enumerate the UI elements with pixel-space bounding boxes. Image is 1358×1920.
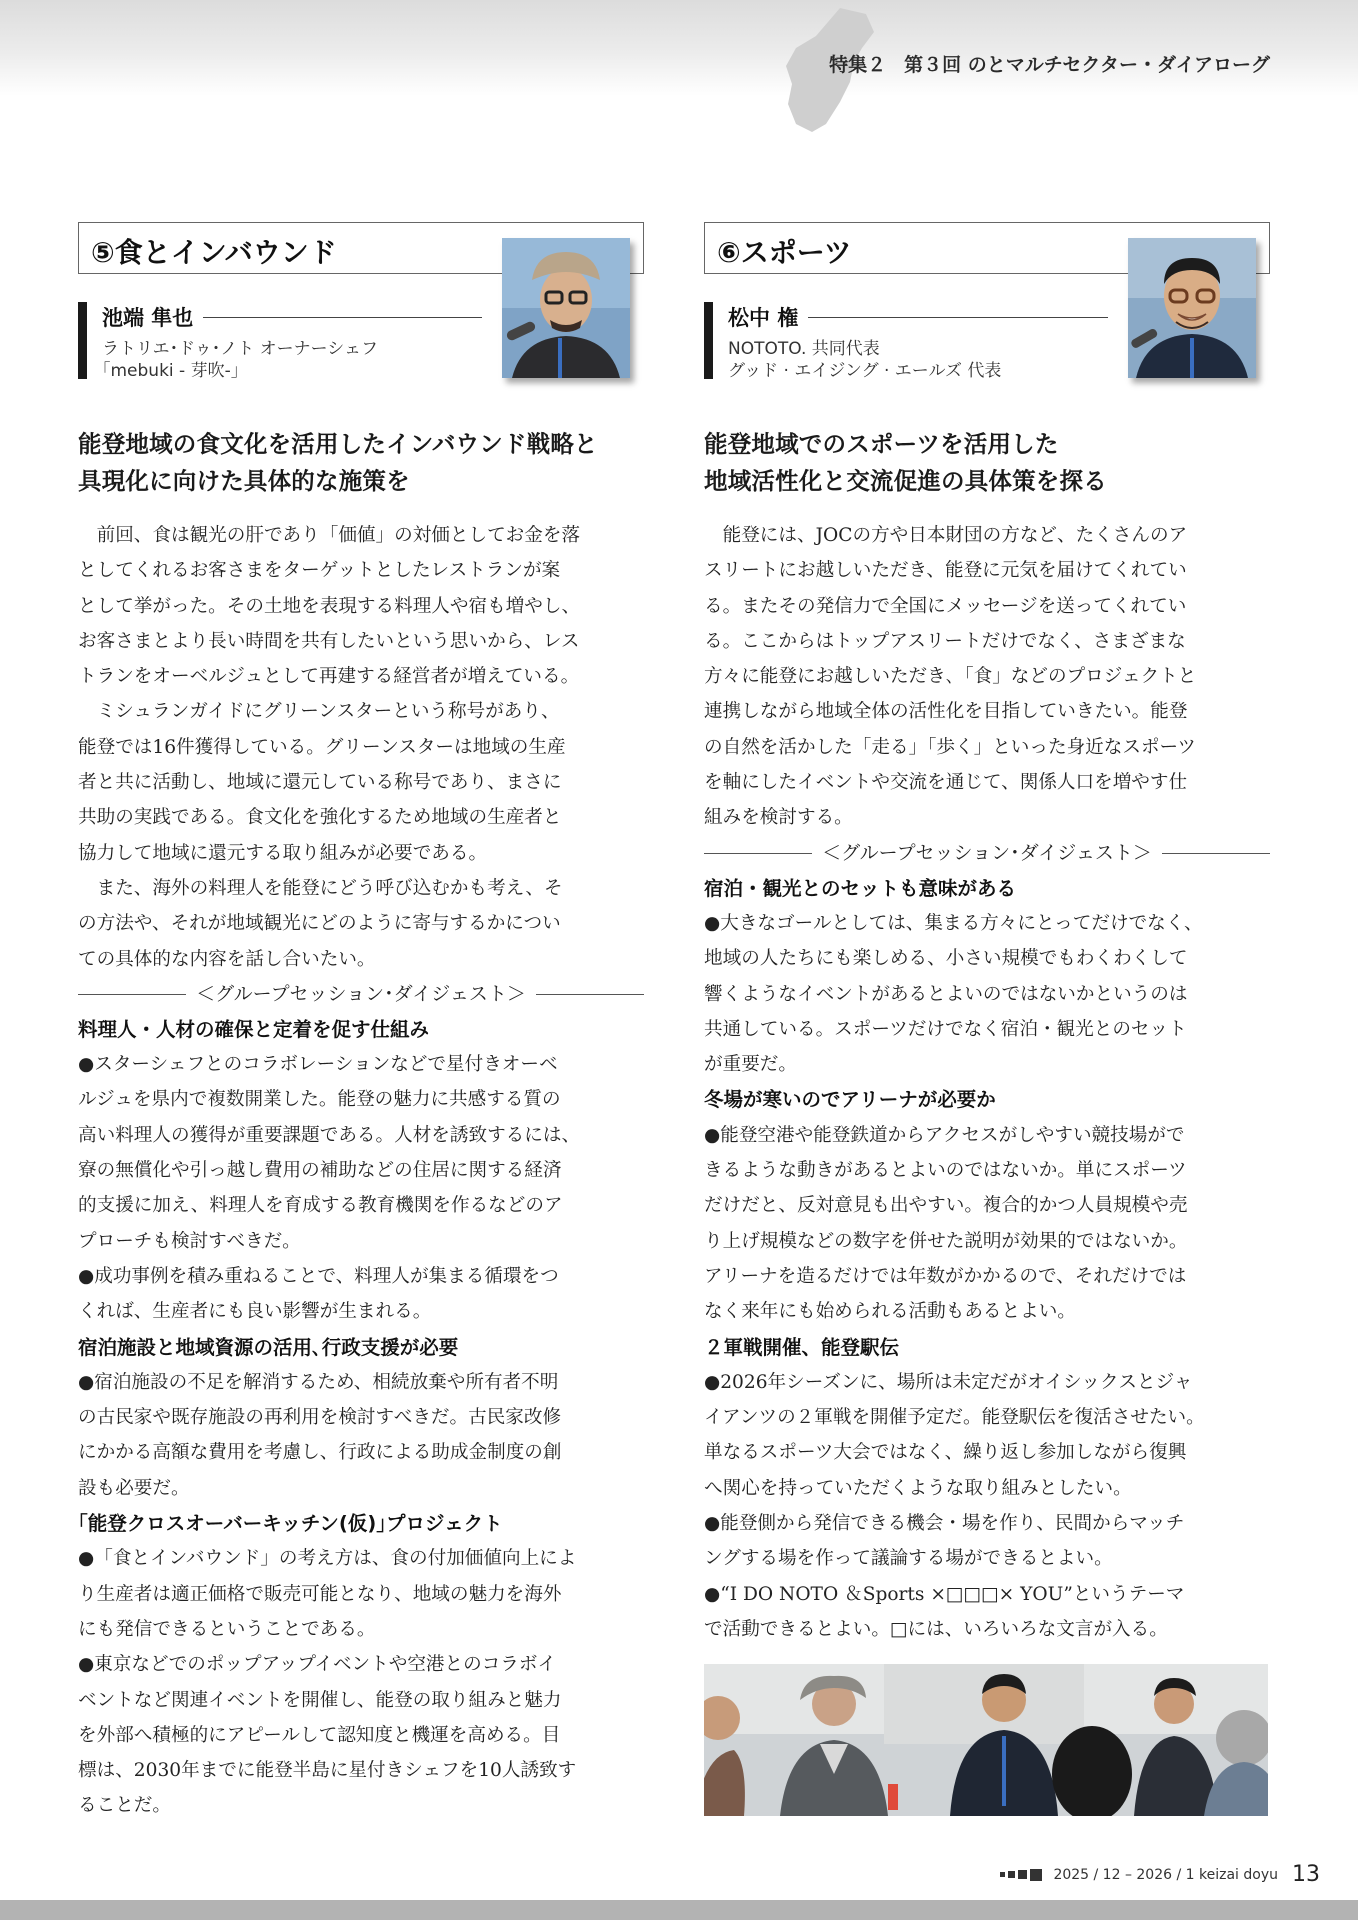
- footer-square-mark: [1018, 1870, 1027, 1879]
- topic-line: ●東京などでのポップアップイベントや空港とのコラボイ: [78, 1654, 557, 1676]
- body-line: 組みを検討する。: [704, 807, 853, 829]
- group-session-photo: [704, 1664, 1268, 1816]
- speaker-role: ラトリエ･ドゥ･ノト オーナーシェフ: [102, 339, 378, 359]
- body-line: る。ここからはトップアスリートだけでなく、さまざまな: [704, 630, 1186, 652]
- digest-label: ＜グループセッション･ダイジェスト＞: [822, 841, 1152, 864]
- topic-heading: ｢能登クロスオーバーキッチン(仮)｣プロジェクト: [78, 1512, 503, 1536]
- digest-divider: [704, 836, 1270, 871]
- topic-line: 的支援に加え、料理人を育成する教育機関を作るなどのア: [78, 1195, 563, 1217]
- topic-line: で活動できるとよい。□には、いろいろな文言が入る。: [704, 1618, 1168, 1640]
- body-line: 能登には、JOCの方や日本財団の方など、たくさんのア: [704, 525, 1188, 546]
- topic-line: だけだと、反対意見も出やすい。複合的かつ人員規模や売: [704, 1195, 1188, 1217]
- headline-line: 地域活性化と交流促進の具体策を探る: [704, 467, 1107, 495]
- topic-line: 設も必要だ。: [78, 1477, 190, 1499]
- topic-line: ●「食とインバウンド」の考え方は、食の付加価値向上によ: [78, 1548, 577, 1570]
- topic-heading: ２軍戦開催、能登駅伝: [704, 1335, 900, 1359]
- body-line: また、海外の料理人を能登にどう呼び込むかも考え、そ: [78, 877, 563, 899]
- topic-line: なく来年にも始められる活動もあるとよい。: [704, 1301, 1076, 1323]
- topic-heading: 宿泊施設と地域資源の活用､行政支援が必要: [78, 1335, 459, 1359]
- body-line: る。またその発信力で全国にメッセージを送ってくれてい: [704, 595, 1187, 617]
- topic-line: を外部へ積極的にアピールして認知度と機運を高める。目: [78, 1724, 561, 1746]
- topic-line: ることだ。: [78, 1795, 171, 1817]
- topic-line: ●能登側から発信できる機会・場を作り、民間からマッチ: [704, 1513, 1185, 1535]
- footer-square-mark: [1008, 1871, 1015, 1878]
- topic-line: ●“I DO NOTO ＆Sports ×□□□× YOU”というテーマ: [704, 1583, 1185, 1605]
- issue-label: 2025 / 12 – 2026 / 1 keizai doyu: [1053, 1866, 1278, 1883]
- article-body: [704, 518, 1270, 1647]
- page-number: 13: [1292, 1862, 1320, 1887]
- topic-heading: 料理人・人材の確保と定着を促す仕組み: [78, 1017, 430, 1041]
- topic-line: ベントなど関連イベントを開催し、能登の取り組みと魅力: [78, 1689, 562, 1711]
- headline-line: 具現化に向けた具体的な施策を: [78, 467, 410, 495]
- topic-line: 地域の人たちにも楽しめる、小さい規模でもわくわくして: [704, 948, 1188, 970]
- topic-line: ●能登空港や能登鉄道からアクセスがしやすい競技場がで: [704, 1124, 1185, 1146]
- body-line: の方法や、それが地域観光にどのように寄与するかについ: [78, 913, 561, 935]
- topic-heading: 冬場が寒いのでアリーナが必要か: [704, 1088, 996, 1112]
- body-line: として挙がった。その土地を表現する料理人や宿も増やし、: [78, 595, 581, 617]
- topic-line: きるような動きがあるとよいのではないか。単にスポーツ: [704, 1160, 1187, 1182]
- body-line: スリートにお越しいただき、能登に元気を届けてくれてい: [704, 560, 1187, 582]
- footer-square-mark: [1000, 1872, 1005, 1877]
- page-footer: [1000, 1862, 1320, 1887]
- body-line: ミシュランガイドにグリーンスターという称号があり、: [78, 701, 560, 723]
- body-line: 前回、食は観光の肝であり「価値」の対価としてお金を落: [78, 525, 581, 546]
- topic-line: 共通している。スポーツだけでなく宿泊・観光とのセット: [704, 1018, 1187, 1040]
- topic-line: イアンツの２軍戦を開催予定だ。能登駅伝を復活させたい。: [704, 1407, 1205, 1429]
- speaker-affiliation: ｢mebuki - 芽吹-｣: [102, 361, 240, 381]
- body-line: 方々に能登にお越しいただき､「食」などのプロジェクトと: [704, 666, 1197, 688]
- digest-label: ＜グループセッション･ダイジェスト＞: [196, 982, 526, 1005]
- body-line: を軸にしたイベントや交流を通じて、関係人口を増やす仕: [704, 772, 1188, 794]
- topic-line: ●2026年シーズンに、場所は未定だがオイシックスとジャ: [704, 1371, 1193, 1393]
- header-band: [0, 0, 1358, 96]
- feature-title: 第３回 のとマルチセクター・ダイアローグ: [904, 54, 1270, 76]
- digest-divider: [78, 977, 644, 1012]
- body-line: の自然を活かした「走る」「歩く」といった身近なスポーツ: [704, 736, 1196, 758]
- speaker-role: NOTOTO. 共同代表: [728, 339, 880, 359]
- topic-line: り生産者は適正価格で販売可能となり、地域の魅力を海外: [78, 1583, 562, 1605]
- running-head: [829, 50, 1270, 77]
- topic-line: ●大きなゴールとしては、集まる方々にとってだけでなく、: [704, 912, 1203, 934]
- topic-line: ングする場を作って議論する場ができるとよい。: [704, 1548, 1113, 1570]
- topic-line: 標は、2030年までに能登半島に星付きシェフを10人誘致す: [78, 1760, 577, 1782]
- speaker-photo: [502, 238, 630, 378]
- body-line: トランをオーベルジュとして再建する経営者が増えている。: [78, 666, 580, 688]
- body-line: 者と共に活動し、地域に還元している称号であり、まさに: [78, 772, 562, 794]
- section-title: ⑤食とインバウンド: [91, 236, 337, 269]
- section-sports: [704, 222, 1270, 1647]
- body-line: 能登では16件獲得している。グリーンスターは地域の生産: [78, 736, 566, 758]
- topic-heading: 宿泊・観光とのセットも意味がある: [704, 876, 1017, 900]
- body-line: 協力して地域に還元する取り組みが必要である。: [78, 842, 488, 864]
- headline-line: 能登地域でのスポーツを活用した: [704, 430, 1059, 458]
- section-title: ⑥スポーツ: [717, 236, 852, 269]
- topic-line: にも発信できるということである。: [78, 1618, 376, 1640]
- topic-line: くれば、生産者にも良い影響が生まれる。: [78, 1301, 432, 1323]
- body-line: 連携しながら地域全体の活性化を目指していきたい。能登: [704, 701, 1188, 723]
- article-body: [78, 518, 644, 1824]
- topic-line: ●成功事例を積み重ねることで、料理人が集まる循環をつ: [78, 1265, 559, 1287]
- topic-line: 寮の無償化や引っ越し費用の補助などの住居に関する経済: [78, 1160, 562, 1182]
- speaker-name: 池端 隼也: [102, 306, 203, 330]
- body-line: ての具体的な内容を話し合いたい。: [78, 948, 376, 970]
- body-line: としてくれるお客さまをターゲットとしたレストランが案: [78, 560, 561, 582]
- topic-line: プローチも検討すべきだ。: [78, 1230, 301, 1252]
- body-line: 共助の実践である。食文化を強化するため地域の生産者と: [78, 807, 562, 829]
- topic-line: ルジュを県内で複数開業した。能登の魅力に共感する質の: [78, 1089, 561, 1111]
- topic-line: アリーナを造るだけでは年数がかかるので、それだけでは: [704, 1265, 1187, 1287]
- article-headline: [704, 426, 1270, 500]
- topic-line: へ関心を持っていただくような取り組みとしたい。: [704, 1477, 1132, 1499]
- footer-square-mark: [1030, 1869, 1042, 1881]
- topic-line: が重要だ。: [704, 1054, 797, 1076]
- topic-line: ●スターシェフとのコラボレーションなどで星付きオーベ: [78, 1054, 558, 1076]
- topic-line: り上げ規模などの数字を併せた説明が効果的ではないか。: [704, 1230, 1188, 1252]
- topic-line: 響くようなイベントがあるとよいのではないかというのは: [704, 983, 1188, 1005]
- footer-band: [0, 1900, 1358, 1920]
- topic-line: の古民家や既存施設の再利用を検討すべきだ。古民家改修: [78, 1407, 562, 1429]
- speaker-photo: [1128, 238, 1256, 378]
- speaker-affiliation: グッド · エイジング · エールズ 代表: [728, 361, 1002, 381]
- topic-line: にかかる高額な費用を考慮し、行政による助成金制度の創: [78, 1442, 562, 1464]
- article-headline: [78, 426, 644, 500]
- feature-label: 特集２: [829, 54, 887, 76]
- topic-line: ●宿泊施設の不足を解消するため、相続放棄や所有者不明: [78, 1371, 559, 1393]
- body-line: お客さまとより長い時間を共有したいという思いから、レス: [78, 630, 580, 652]
- headline-line: 能登地域の食文化を活用したインバウンド戦略と: [78, 430, 598, 458]
- section-food-inbound: [78, 222, 644, 1824]
- topic-line: 高い料理人の獲得が重要課題である。人材を誘致するには、: [78, 1124, 581, 1146]
- topic-line: 単なるスポーツ大会ではなく、繰り返し参加しながら復興: [704, 1442, 1187, 1464]
- speaker-name: 松中 権: [728, 306, 808, 330]
